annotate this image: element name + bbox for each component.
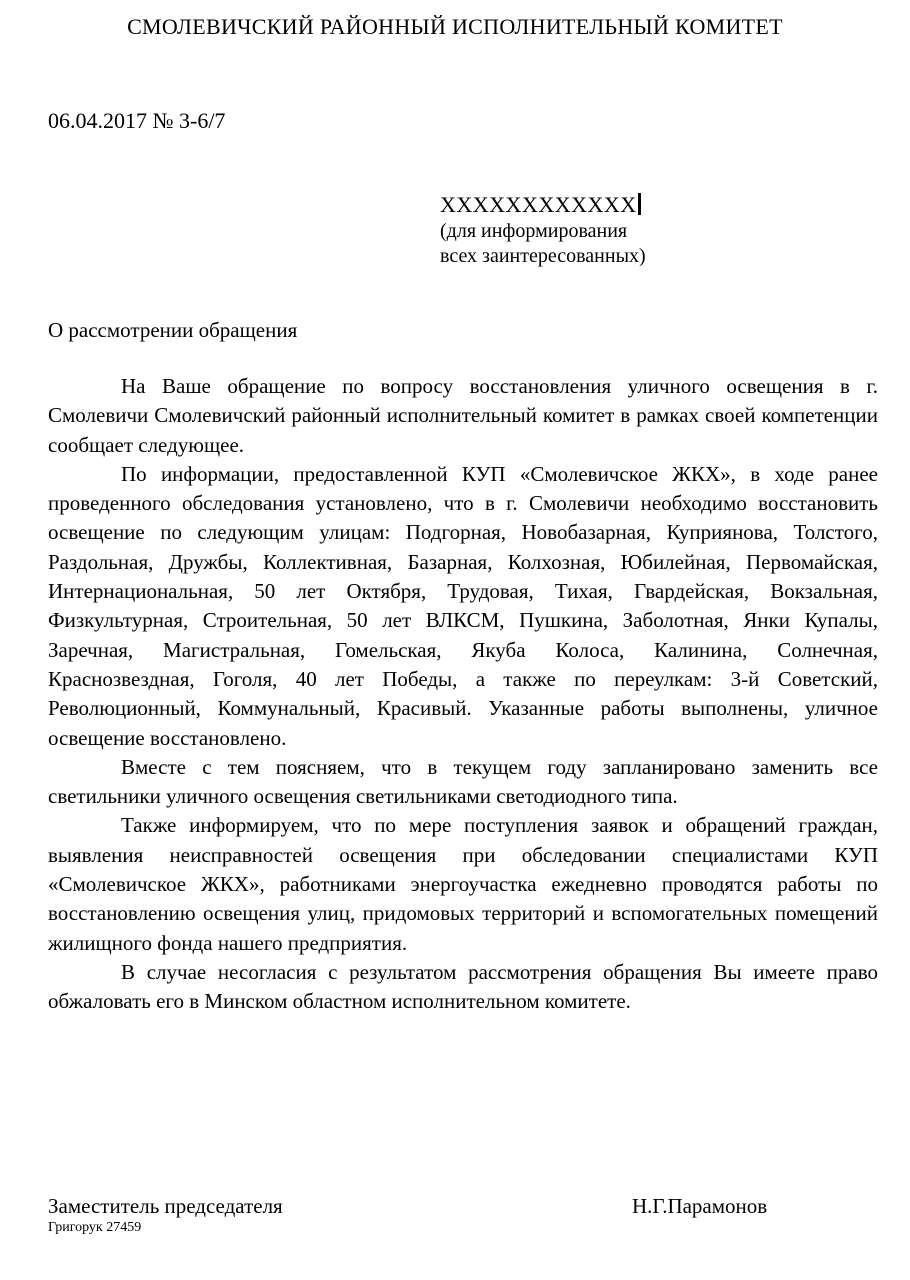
addressee-name-line [440,192,646,219]
addressee-name: ХХХХХХХХХХХХ [440,192,637,217]
letter-subject: О рассмотрении обращения [48,318,298,342]
paragraph-5: В случае несогласия с результатом рассмотрения обращения Вы имеете право обжаловать его в Минском областном исполнительном комитете. [48,959,878,1014]
text-cursor [638,193,641,215]
signatory-title: Заместитель председателя [48,1194,283,1218]
letter-body [48,372,878,1017]
paragraph-4: Также информируем, что по мере поступления заявок и обращений граждан, выявления неисправностей освещения при обследовании специалистами КУП «Смолевичское ЖКХ», работниками энергоучастка ежедневно проводятся работы по восстановлению освещения улиц, придомовых территорий и вспомогательных помещений жилищного фонда нашего предприятия. [48,813,878,955]
addressee-note-line1: (для информирования [440,220,628,242]
document-date-number: 06.04.2017 № 3-6/7 [48,108,226,133]
addressee-note-line2: всех заинтересованных) [440,245,646,267]
addressee-block [440,192,646,269]
organization-header: СМОЛЕВИЧСКИЙ РАЙОННЫЙ ИСПОЛНИТЕЛЬНЫЙ КОМИТЕТ [127,14,783,39]
signatory-name: Н.Г.Парамонов [632,1194,768,1218]
paragraph-1: На Ваше обращение по вопросу восстановления уличного освещения в г. Смолевичи Смолевичский районный исполнительный комитет в рамках своей компетенции сообщает следующее. [48,374,878,457]
executor-info: Григорук 27459 [48,1220,142,1235]
paragraph-3: Вместе с тем поясняем, что в текущем году запланировано заменить все светильники уличного освещения светильниками светодиодного типа. [48,754,878,809]
paragraph-2: По информации, предоставленной КУП «Смолевичское ЖКХ», в ходе ранее проведенного обследования установлено, что в г. Смолевичи необходимо восстановить освещение по следующим улицам: Подгорная, Новобазарная, Куприянова, Толстого, Раздольная, Дружбы, Коллективная, Базарная, Колхозная, Юбилейная, Первомайская, Интернациональная, 50 лет Октября, Трудовая, Тихая, Гвардейская, Вокзальная, Физкультурная, Строительная, 50 лет ВЛКСМ, Пушкина, Заболотная, Янки Купалы, Заречная, Магистральная, Гомельская, Якуба Колоса, Калинина, Солнечная, Краснозвездная, Гоголя, 40 лет Победы, а также по переулкам: 3-й Советский, Революционный, Коммунальный, Красивый. Указанные работы выполнены, уличное освещение восстановлено. [48,461,878,750]
